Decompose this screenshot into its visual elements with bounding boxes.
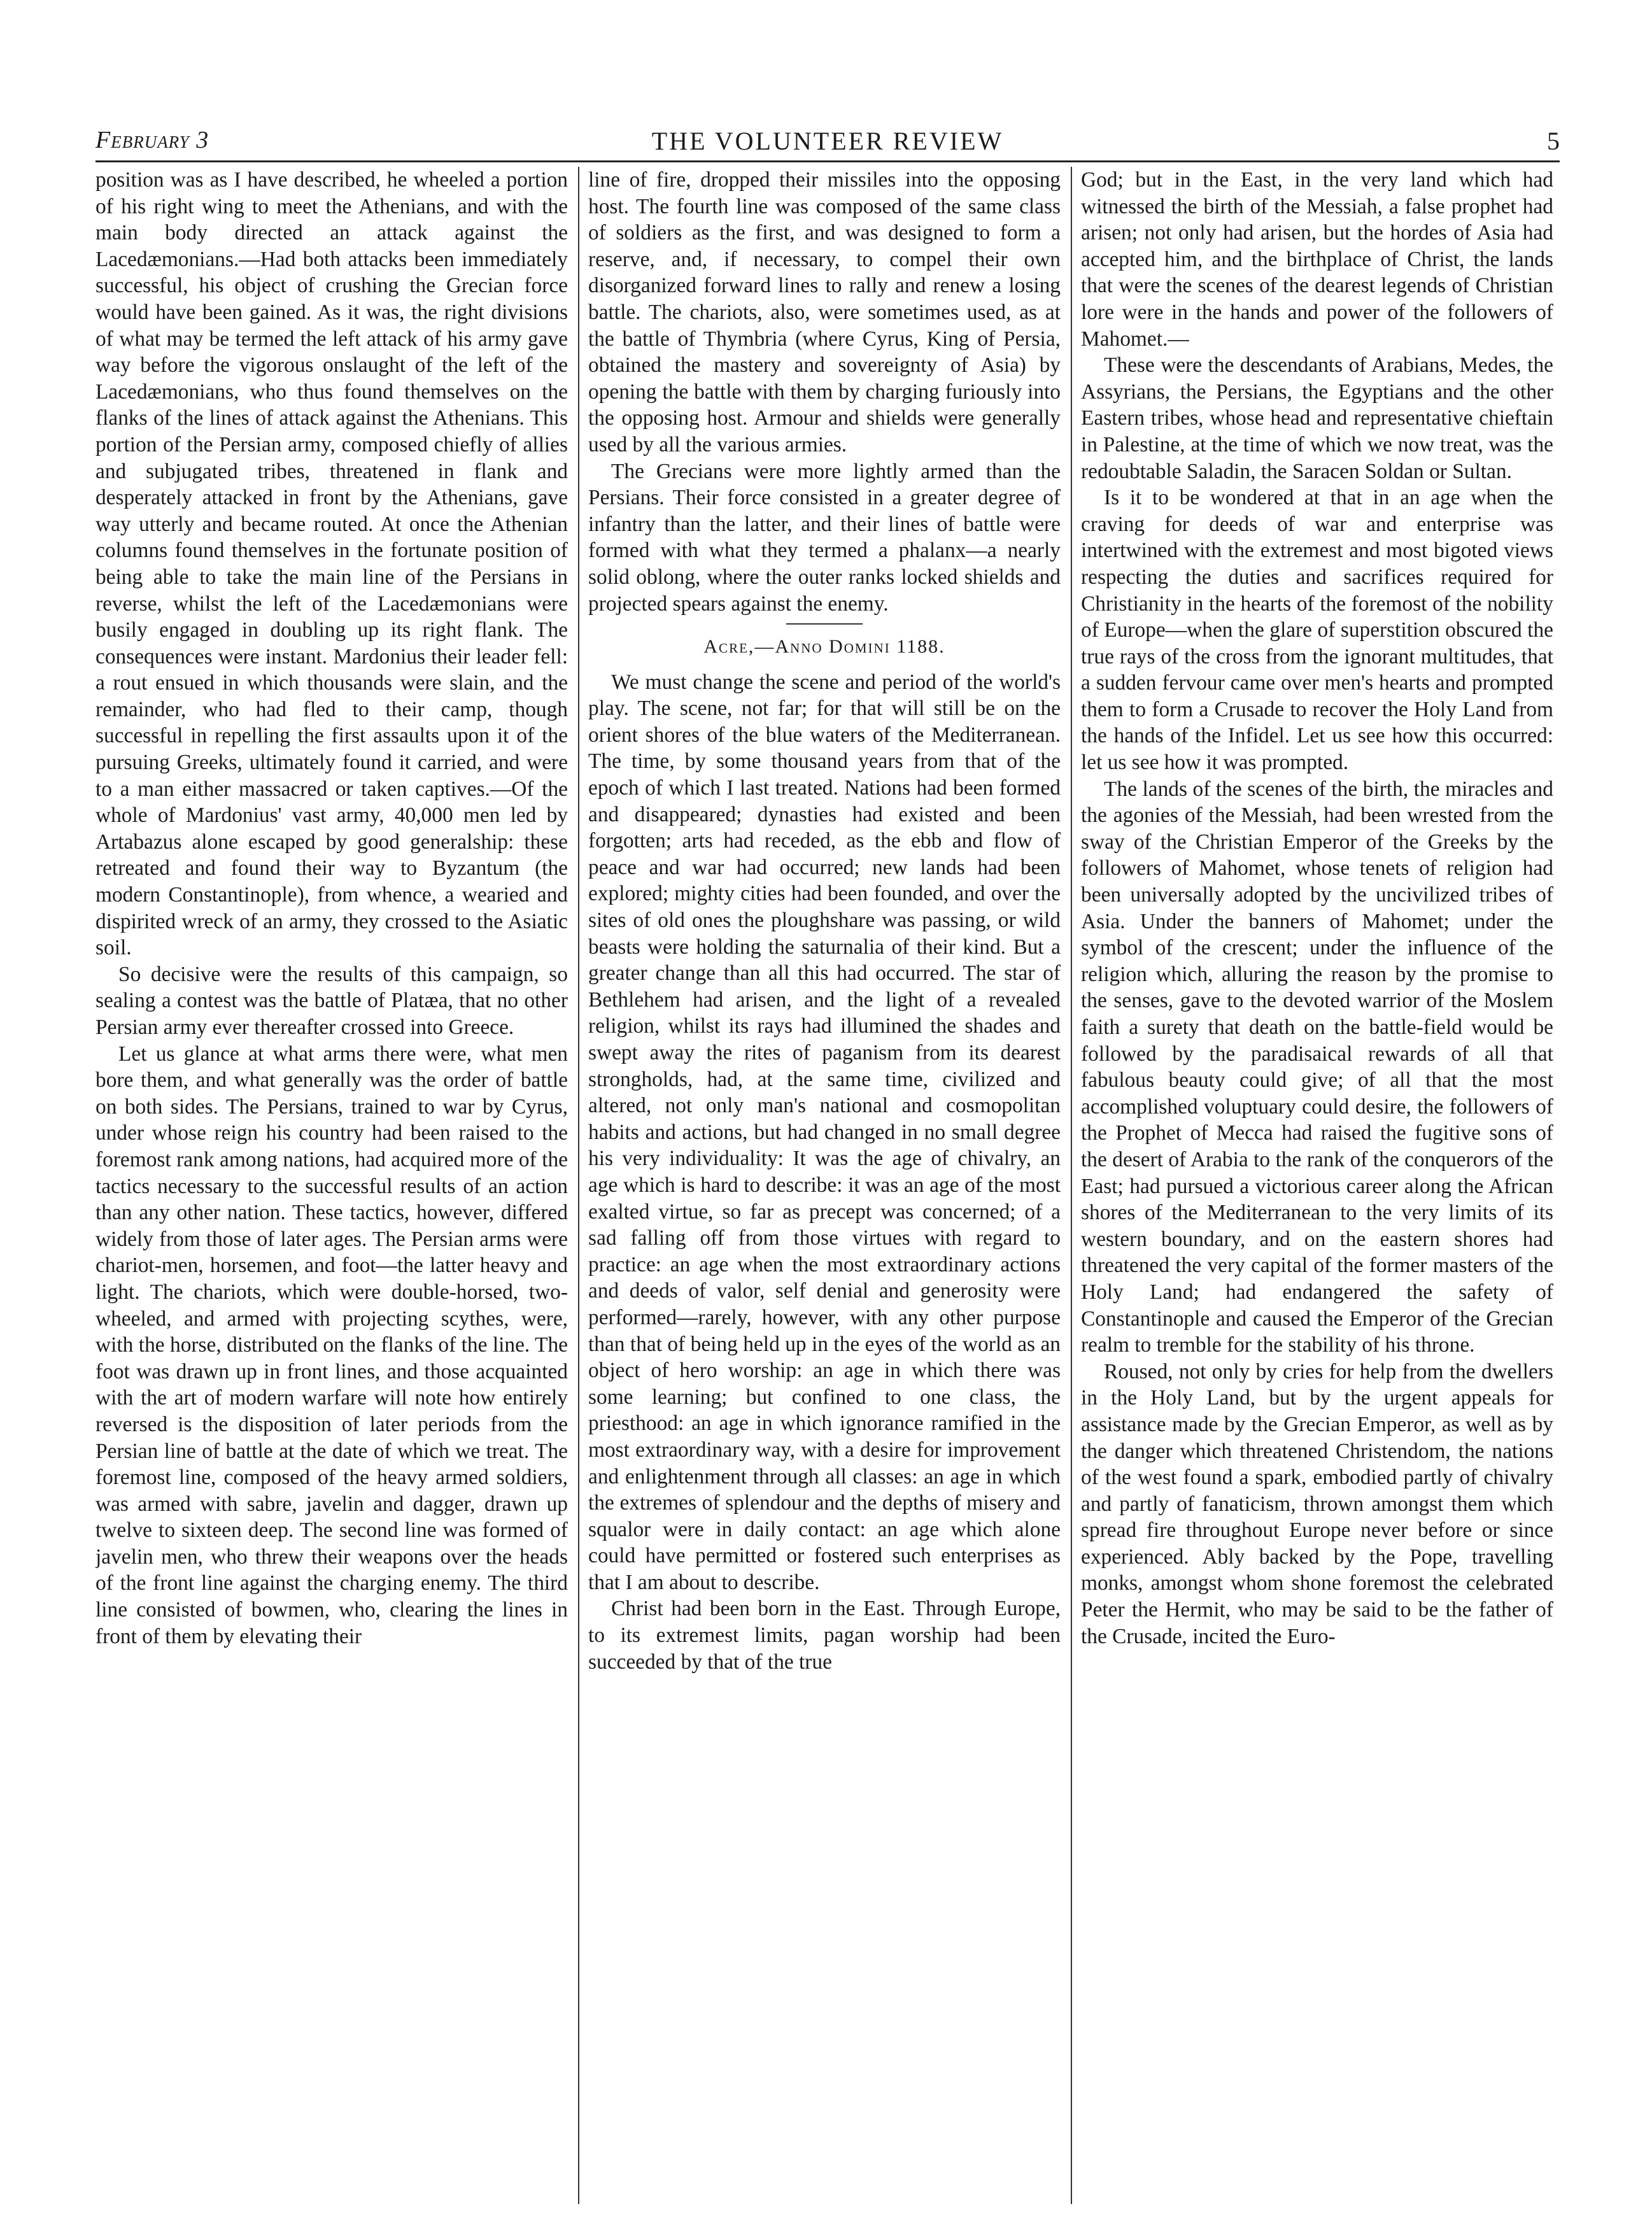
paragraph: The Grecians were more lightly armed than the Persians. Their force consisted in a greater degree of infantry than the latter, and their lines of battle were formed with what they termed a phalanx—a nearly solid oblong, where the outer ranks locked shields and projected spears against the enemy. xyxy=(588,459,1061,616)
column-divider xyxy=(578,167,579,2204)
column-3 xyxy=(1081,167,1553,2204)
issue-date: February 3 xyxy=(95,127,209,153)
section-heading: Acre,—Anno Domini 1188. xyxy=(703,636,945,658)
section-divider xyxy=(786,623,863,625)
header-rule xyxy=(95,160,1560,162)
paragraph: We must change the scene and period of the world's play. The scene, not far; for that will still be on the orient shores of the blue waters of the Mediterranean. The time, by some thousand years from that of the epoch of which I last treated. Nations had been formed and disappeared; dynasties had existed and been forgotten; arts had receded, as the ebb and flow of peace and war had occurred; new lands had been explored; mighty cities had been founded, and over the sites of old ones the ploughshare was passing, or wild beasts were holding the saturnalia of their kind. But a greater change than all this had occurred. The star of Bethlehem had arisen, and the light of a revealed religion, whilst its rays had illumined the shades and swept away the rites of paganism from its dearest strongholds, had, at the same time, civilized and altered, not only man's national and cosmopolitan habits and actions, but had changed in no small degree his very individuality: It was the age of chivalry, an age which is hard to describe: it was an age of the most exalted virtue, so far as precept was concerned; of a sad falling off from those virtues with regard to practice: an age when the most extraordinary actions and deeds of valor, self denial and generosity were performed—rarely, however, with any other purpose than that of being held up in the eyes of the world as an object of hero worship: an age in which there was some learning; but confined to one class, the priesthood: an age in which ignorance ramified in the most extraordinary way, with a desire for improvement and enlightenment through all classes: an age in which the extremes of splendour and the depths of misery and squalor were in daily contact: an age which alone could have permitted or fostered such enterprises as that I am about to describe. xyxy=(588,670,1061,1594)
paragraph: Is it to be wondered at that in an age when the craving for deeds of war and enterprise was intertwined with the extremest and most bigoted views respecting the duties and sacrifices required for Christianity in the hearts of the foremost of the nobility of Europe—when the glare of superstition obscured the true rays of the cross from the ignorant multitudes, that a sudden fervour came over men's hearts and prompted them to form a Crusade to recover the Holy Land from the hands of the Infidel. Let us see how this occurred: let us see how it was prompted. xyxy=(1081,486,1553,775)
paragraph: line of fire, dropped their missiles into the opposing host. The fourth line was composed of the same class of soldiers as the first, and was designed to form a reserve, and, if necessary, to compel their own disorganized forward lines to rally and renew a losing battle. The chariots, also, were sometimes used, as at the battle of Thymbria (where Cyrus, King of Persia, obtained the mastery and sovereignty of Asia) by opening the battle with them by charging furiously into the opposing host. Armour and shields were generally used by all the various armies. xyxy=(588,168,1061,456)
page-header xyxy=(95,126,1560,171)
paragraph: The lands of the scenes of the birth, the miracles and the agonies of the Messiah, had been wrested from the sway of the Christian Emperor of the Greeks by the followers of Mahomet, whose tenets of religion had been universally adopted by the uncivilized tribes of Asia. Under the banners of Mahomet; under the symbol of the crescent; under the influence of the religion which, alluring the reason by the promise to the senses, gave to the devoted warrior of the Moslem faith a surety that death on the battle-field would be followed by the paradisaical rewards of all that fabulous beauty could give; of all that the most accomplished voluptuary could desire, the followers of the Prophet of Mecca had raised the fugitive sons of the desert of Arabia to the rank of the conquerors of the East; had pursued a victorious career along the African shores of the Mediterranean to the very limits of its western boundary, and on the eastern shores had threatened the very capital of the former masters of the Holy Land; had endangered the safety of Constantinople and caused the Emperor of the Grecian realm to tremble for the stability of his throne. xyxy=(1081,777,1553,1357)
paragraph: Christ had been born in the East. Through Europe, to its extremest limits, pagan worship had been succeeded by that of the true xyxy=(588,1597,1061,1674)
column-1 xyxy=(95,167,568,2204)
paragraph: Roused, not only by cries for help from the dwellers in the Holy Land, but by the urgent appeals for assistance made by the Grecian Emperor, as well as by the danger which threatened Christendom, the nations of the west found a spark, embodied partly of chivalry and partly of fanaticism, thrown amongst them which spread fire throughout Europe never before or since experienced. Ably backed by the Pope, travelling monks, amongst whom shone foremost the celebrated Peter the Hermit, who may be said to be the father of the Crusade, incited the Euro- xyxy=(1081,1359,1553,1648)
paragraph: position was as I have described, he wheeled a portion of his right wing to meet the Athenians, and with the main body directed an attack against the Lacedæmonians.—Had both attacks been immediately successful, his object of crushing the Grecian force would have been gained. As it was, the right divisions of what may be termed the left attack of his army gave way before the vigorous onslaught of the left of the Lacedæmonians, who thus found themselves on the flanks of the lines of attack against the Athenians. This portion of the Persian army, composed chiefly of allies and subjugated tribes, threatened in flank and desperately attacked in front by the Athenians, gave way utterly and became routed. At once the Athenian columns found themselves in the fortunate position of being able to take the main line of the Persians in reverse, whilst the left of the Lacedæmonians were busily engaged in doubling up its right flank. The consequences were instant. Mardonius their leader fell: a rout ensued in which thousands were slain, and the remainder, who had fled to their camp, though successful in repelling the first assaults upon it of the pursuing Greeks, ultimately found it carried, and were to a man either massacred or taken captives.—Of the whole of Mardonius' vast army, 40,000 men led by Artabazus alone escaped by good generalship: these retreated and found their way to Byzantum (the modern Constantinople), from whence, a wearied and dispirited wreck of an army, they crossed to the Asiatic soil. xyxy=(95,168,568,960)
publication-title: THE VOLUNTEER REVIEW xyxy=(651,127,1004,155)
paragraph: So decisive were the results of this campaign, so sealing a contest was the battle of Platæa, that no other Persian army ever thereafter crossed into Greece. xyxy=(95,962,568,1039)
column-2 xyxy=(588,167,1061,2204)
page-number: 5 xyxy=(1547,127,1560,155)
column-divider xyxy=(1071,167,1072,2204)
paragraph: God; but in the East, in the very land which had witnessed the birth of the Messiah, a false prophet had arisen; not only had arisen, but the hordes of Asia had accepted him, and the birthplace of Christ, the lands that were the scenes of the dearest legends of Christian lore were in the hands and power of the followers of Mahomet.— xyxy=(1081,168,1553,351)
paragraph: These were the descendants of Arabians, Medes, the Assyrians, the Persians, the Egyptians and the other Eastern tribes, whose head and representative chieftain in Palestine, at the time of which we now treat, was the redoubtable Saladin, the Saracen Soldan or Sultan. xyxy=(1081,353,1553,483)
paragraph: Let us glance at what arms there were, what men bore them, and what generally was the order of battle on both sides. The Persians, trained to war by Cyrus, under whose reign his country had been raised to the foremost rank among nations, had acquired more of the tactics necessary to the successful results of an action than any other nation. These tactics, however, differed widely from those of later ages. The Persian arms were chariot-men, horsemen, and foot—the latter heavy and light. The chariots, which were double-horsed, two-wheeled, and armed with projecting scythes, were, with the horse, distributed on the flanks of the line. The foot was drawn up in front lines, and those acquainted with the art of modern warfare will note how entirely reversed is the disposition of later periods from the Persian line of battle at the date of which we treat. The foremost line, composed of the heavy armed soldiers, was armed with sabre, javelin and dagger, drawn up twelve to sixteen deep. The second line was formed of javelin men, who threw their weapons over the heads of the front line against the charging enemy. The third line consisted of bowmen, who, clearing the lines in front of them by elevating their xyxy=(95,1042,568,1648)
